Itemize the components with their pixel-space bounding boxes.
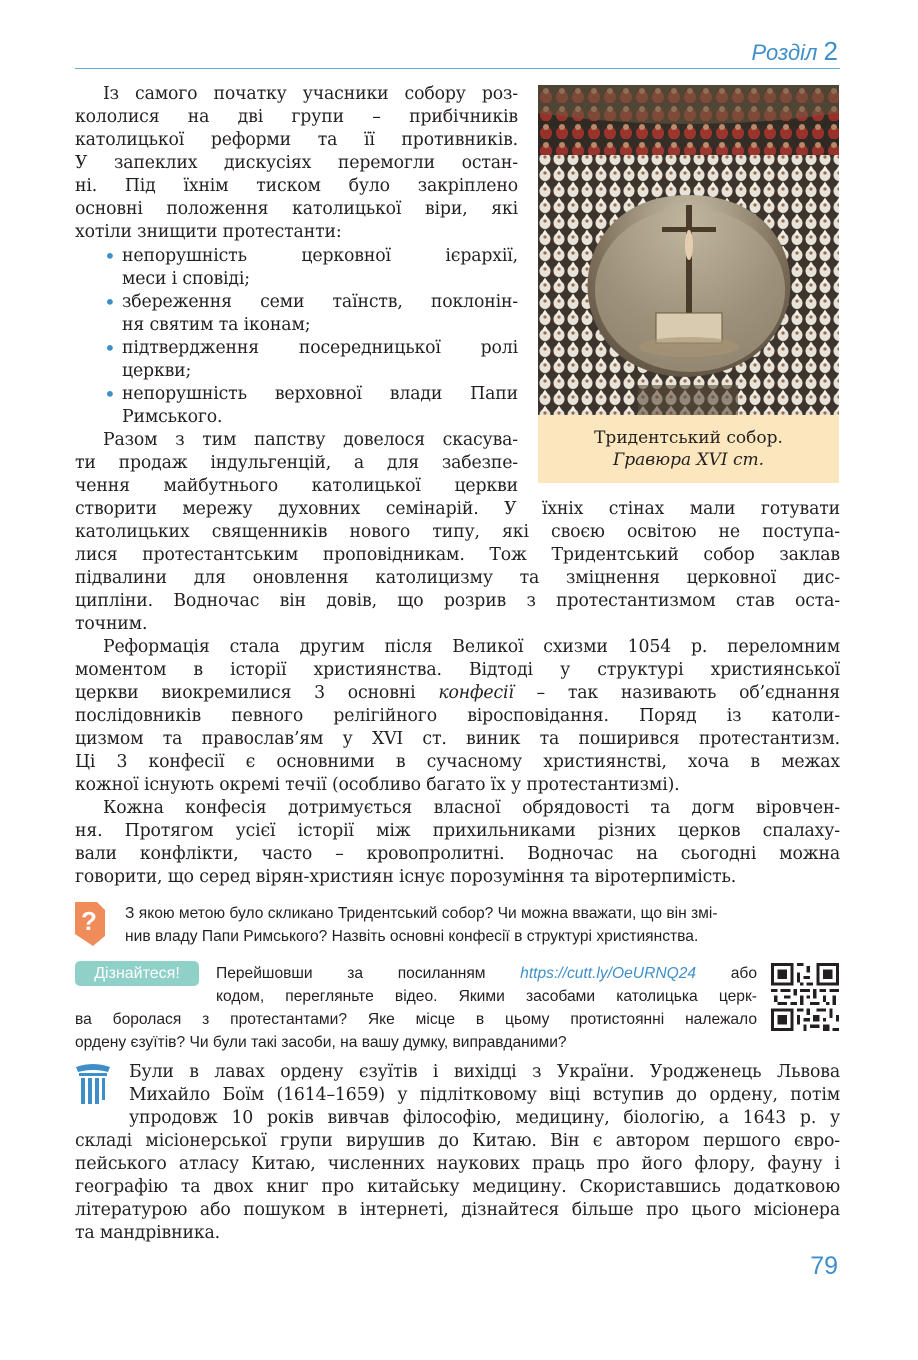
text-span: або (696, 965, 757, 982)
text-line: Були в лавах ордену єзуїтів і вихідці з України. Уродженець Львова (129, 1062, 840, 1082)
question-line: нив владу Папи Римського? Назвіть основні конфесії в структурі християнства. (125, 928, 699, 945)
bullet-dot: • (104, 336, 116, 360)
list-item: підтвердження посередницької ролі (122, 338, 518, 358)
text-span: – так називають об’єднання (513, 683, 840, 703)
text-line: хотіли знищити протестанти: (75, 222, 342, 242)
text-line: основні положення католицької віри, які (75, 199, 518, 219)
text-line: вали конфлікти, часто – кровопролитні. Водночас на сьогодні можна (75, 844, 840, 864)
bullet-dot: • (104, 290, 116, 314)
bullet-dot: • (104, 382, 116, 406)
list-item: непорушність верховної влади Папи (122, 384, 518, 404)
text-line (75, 682, 840, 705)
section-number: 2 (823, 36, 838, 66)
text-line: точним. (75, 614, 148, 634)
learn-more-line (216, 962, 757, 985)
list-item: ня святим та іконам; (122, 315, 311, 335)
text-line: пейського атласу Китаю, численних наукових праць про його флору, фауну і (75, 1154, 840, 1174)
list-item: непорушність церковної ієрархії, (122, 246, 518, 266)
section-word: Розділ (751, 40, 818, 65)
text-line: ципліни. Водночас він довів, що розрив з протестантизмом став оста- (75, 591, 840, 611)
bullet-dot: • (104, 244, 116, 268)
question-line: З якою метою було скликано Тридентський собор? Чи можна вважати, що він змі- (125, 905, 718, 922)
column-pillar-icon (74, 1063, 112, 1111)
list-item: збереження семи таїнств, поклонін- (122, 292, 518, 312)
question-mark-icon (73, 900, 107, 948)
page-number: 79 (810, 1252, 838, 1280)
figure-caption (538, 415, 839, 483)
learn-more-line: ордену єзуїтів? Чи були такі засоби, на вашу думку, виправданими? (75, 1034, 567, 1051)
question-glyph: ? (81, 906, 97, 936)
text-line: створити мережу духовних семінарій. У їхніх стінах мали готувати (75, 499, 840, 519)
text-line: лися протестантським проповідникам. Тож Тридентський собор заклав (75, 545, 840, 565)
text-line: моментом в історії християнства. Відтоді у структурі християнської (75, 660, 840, 680)
text-line: упродовж 10 років вивчав філософію, медицину, біологію, а 1643 р. у (129, 1108, 840, 1128)
text-line: Михайло Боїм (1614–1659) у підлітковому віці вступив до ордену, потім (129, 1085, 840, 1105)
list-item: церкви; (122, 361, 192, 381)
text-line: літературою або пошуком в інтернеті, дізнайтеся більше про цього місіонера (75, 1200, 840, 1220)
caption-title: Тридентський собор. (594, 428, 783, 448)
caption-subtitle: Гравюра XVI ст. (612, 450, 765, 470)
text-line: Реформація стала другим після Великої схизми 1054 р. переломним (103, 637, 840, 657)
painting-illustration (538, 85, 839, 415)
text-line: Ці 3 конфесії є основними в сучасному християнстві, хоча в межах (75, 752, 840, 772)
text-line: католицьких священників нового типу, які своєю освітою не поступа- (75, 522, 840, 542)
video-link[interactable]: https://cutt.ly/OeURNQ24 (520, 965, 697, 982)
question-text (125, 902, 840, 948)
section-header (752, 36, 838, 67)
list-item: Римського. (122, 407, 223, 427)
council-of-trent-figure (538, 85, 839, 485)
text-line: підвалини для оновлення католицизму та зміцнення церковної дис- (75, 568, 840, 588)
list-item: меси і сповіді; (122, 269, 250, 289)
learn-more-line: кодом, перегляньте відео. Якими засобами католицька церк- (216, 988, 757, 1005)
text-line: У запеклих дискусіях перемогли остан- (75, 153, 518, 173)
text-line: та мандрівника. (75, 1223, 220, 1243)
text-line: кололися на дві групи – прибічників (75, 107, 518, 127)
text-line: послідовників певного релігійного віросповідання. Поряд із католи- (75, 706, 840, 726)
text-line: чення майбутнього католицької церкви (75, 476, 518, 496)
text-line: ня. Протягом усієї історії між прихильниками різних церков спалаху- (75, 821, 840, 841)
text-line: католицької реформи та її противників. (75, 130, 518, 150)
text-line: цизмом та православ’ям у XVI ст. виник та поширився протестантизм. (75, 729, 840, 749)
text-line: говорити, що серед вірян-християн існує порозуміння та віротерпимість. (75, 867, 737, 887)
text-span: Перейшовши за посиланням (216, 965, 521, 982)
text-line: ні. Під їхнім тиском було закріплено (75, 176, 518, 196)
learn-more-badge: Дізнайтеся! (75, 961, 199, 986)
text-line: кожної існують окремі течії (особливо багато їх у протестантизмі). (75, 775, 680, 795)
text-line: Із самого початку учасники собору роз- (103, 84, 518, 104)
header-divider (75, 68, 840, 69)
text-line: Кожна конфесія дотримується власної обрядовості та догм віровчен- (103, 798, 840, 818)
council-painting (538, 85, 839, 415)
term-confessions: конфесії (438, 683, 514, 703)
learn-more-line: ва боролася з протестантами? Яке місце в цьому протистоянні належало (75, 1011, 757, 1028)
text-line: ти продаж індульгенцій, а для забезпе- (75, 453, 518, 473)
text-line: Разом з тим папству довелося скасува- (103, 430, 518, 450)
text-line: складі місіонерської групи вирушив до Китаю. Він є автором першого євро- (75, 1131, 840, 1151)
text-span: церкви виокремилися 3 основні (75, 683, 439, 703)
qr-code-icon[interactable] (771, 963, 839, 1031)
text-line: географію та двох книг про китайську медицину. Скориставшись додатковою (75, 1177, 840, 1197)
